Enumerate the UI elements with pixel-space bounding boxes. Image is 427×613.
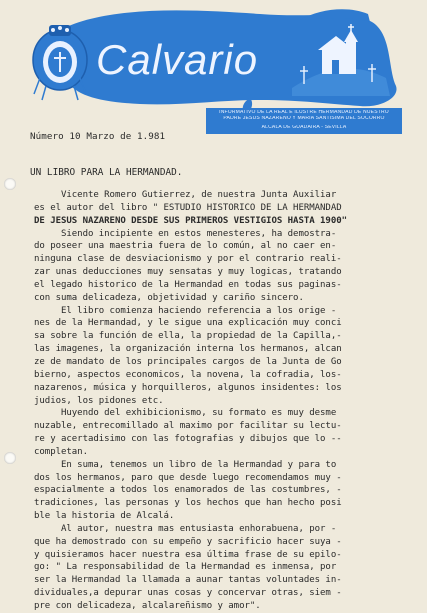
masthead-title: Calvario: [96, 36, 259, 83]
text-line: es el autor del libro " ESTUDIO HISTORICO DE LA HERMANDAD: [34, 202, 342, 213]
text-line: DE JESUS NAZARENO DESDE SUS PRIMEROS VESTIGIOS HASTA 1900": [34, 215, 348, 226]
text-line: nes de la Hermandad, y le sigue una explicación muy conci: [34, 318, 342, 329]
text-line: el legado historico de la Hermandad en todas sus paginas-: [34, 279, 342, 290]
text-line: tradiciones, las personas y los hechos que han hecho posi: [34, 498, 342, 509]
text-line: dos los hermanos, paro que desde luego recomendamos muy -: [34, 472, 342, 483]
text-line: ninguna clase de desviacionismo y por el contrario reali-: [34, 254, 342, 265]
text-line: completan.: [34, 446, 88, 457]
subtitle-line: PADRE JESUS NAZARENO Y MARIA SANTISIMA DEL SOCORRO: [223, 115, 385, 121]
text-line: ze de mandato de los principales cargos de la Junta de Go: [34, 356, 342, 367]
text-line: dividuales,a depurar unas cosas y concervar otras, siem -: [34, 588, 342, 599]
text-line: nazarenos, música y horquilleros, algunos insidentes: los: [34, 382, 342, 393]
punch-hole: [4, 178, 16, 190]
punch-hole: [4, 452, 16, 464]
text-line: espacialmente a todos los enamorados de las costumbres, -: [34, 485, 342, 496]
issue-line: Número 10 Marzo de 1.981: [30, 131, 166, 142]
subtitle-line: INFORMATIVO DE LA REAL E ILUSTRE HERMANDAD DE NUESTRO: [219, 110, 389, 115]
text-line: zar unas deducciones muy sensatas y muy logicas, tratando: [34, 267, 342, 278]
text-line: En suma, tenemos un libro de la Hermandad y para to: [34, 459, 337, 470]
text-line: las imagenes, la organización interna los hermanos, alcan: [34, 344, 342, 355]
text-line: Siendo incipiente en estos menesteres, ha demostra-: [34, 228, 337, 239]
text-line: pre con delicadeza, alcalareñismo y amor".: [34, 601, 261, 611]
text-line: go: " La responsabilidad de la Hermandad es inmensa, por: [34, 562, 337, 573]
subtitle-line: ALCALA DE GUADAIRA - SEVILLA: [261, 125, 347, 131]
text-line: El libro comienza haciendo referencia a los orige -: [34, 305, 337, 316]
text-line: que ha demostrado con su empeño y sacrificio hacer suya -: [34, 536, 342, 547]
text-line: Vicente Romero Gutierrez, de nuestra Junta Auxiliar: [34, 190, 337, 200]
text-line: Huyendo del exhibicionismo, su formato es muy desme: [34, 408, 337, 419]
text-line: ble la historia de Alcalá.: [34, 511, 175, 522]
text-line: ser la Hermandad la llamada a aunar tantas voluntades in-: [34, 575, 342, 586]
article-heading: UN LIBRO PARA LA HERMANDAD.: [30, 167, 183, 178]
text-line: bierno, aspectos economicos, la novena, la cofradia, los-: [34, 369, 342, 380]
text-line: sa sobre la función de ella, la propiedad de la Capilla,-: [34, 331, 342, 342]
text-line: con suma delicadeza, objetividad y cariño sincero.: [34, 292, 304, 303]
text-line: y quisieramos hacer nuestra esa última frase de su epilo-: [34, 549, 342, 560]
masthead-subtitle: [206, 108, 402, 134]
text-line: judios, los pidones etc.: [34, 395, 164, 406]
text-line: nuzable, entrecomillado al maximo por facilitar su lectu-: [34, 421, 342, 432]
text-line: re y acertadisimo con las fotografias y dibujos que lo --: [34, 434, 342, 445]
text-line: do poseer una maestria fuera de lo común, al no caer en-: [34, 241, 337, 252]
text-line: Al autor, nuestra mas entusiasta enhorabuena, por -: [34, 523, 337, 534]
article-body: [34, 189, 414, 613]
